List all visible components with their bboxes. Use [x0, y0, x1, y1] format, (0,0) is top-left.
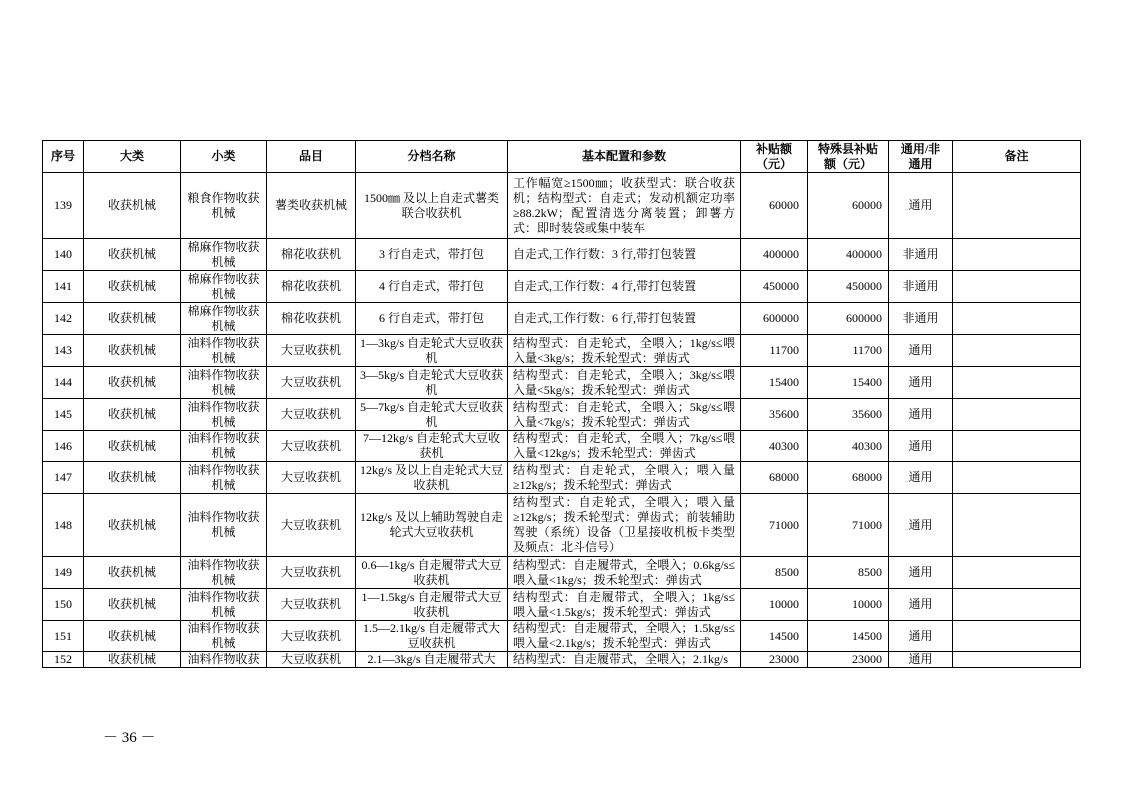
config-cell: 工作幅宽≥1500㎜；收获型式：联合收获机；结构型式：自走式；发动机额定功率≥88.2kW；配置清选分离装置；卸薯方式：即时装袋或集中装车: [508, 173, 741, 239]
header-subsidy-line2: （元）: [755, 156, 792, 171]
remarks-cell: [953, 652, 1081, 668]
tier-name-cell: 3 行自走式，带打包: [356, 239, 508, 271]
subcategory-cell: 油料作物收获机械: [181, 589, 267, 621]
category-cell: 收获机械: [84, 173, 181, 239]
remarks-cell: [953, 589, 1081, 621]
item-cell: 棉花收获机: [267, 303, 356, 335]
special-subsidy-cell: 450000: [808, 271, 889, 303]
item-cell: 大豆收获机: [267, 621, 356, 652]
remarks-cell: [953, 557, 1081, 589]
seq-cell: 144: [43, 367, 84, 399]
general-cell: 通用: [889, 335, 953, 367]
config-cell: 结构型式：自走轮式，全喂入；3kg/s≤喂入量<5kg/s；拨禾轮型式：弹齿式: [508, 367, 741, 399]
header-seq: 序号: [43, 141, 84, 173]
config-cell: 结构型式：自走履带式，全喂入；0.6kg/s≤喂入量<1kg/s；拨禾轮型式：弹齿式: [508, 557, 741, 589]
subcategory-cell: 油料作物收获机械: [181, 367, 267, 399]
header-general-line2: 通用: [908, 156, 933, 171]
seq-cell: 149: [43, 557, 84, 589]
header-special-subsidy-line2: 额（元）: [823, 156, 872, 171]
subsidy-cell: 68000: [741, 462, 808, 494]
config-cell: 结构型式：自走轮式，全喂入；1kg/s≤喂入量<3kg/s；拨禾轮型式：弹齿式: [508, 335, 741, 367]
header-general-line1: 通用/非: [900, 141, 941, 156]
config-cell: 结构型式：自走履带式，全喂入；1kg/s≤喂入量<1.5kg/s；拨禾轮型式：弹齿式: [508, 589, 741, 621]
item-cell: 大豆收获机: [267, 557, 356, 589]
category-cell: 收获机械: [84, 652, 181, 668]
seq-cell: 148: [43, 494, 84, 557]
subsidy-cell: 10000: [741, 589, 808, 621]
category-cell: 收获机械: [84, 367, 181, 399]
config-cell: 结构型式：自走履带式，全喂入；1.5kg/s≤喂入量<2.1kg/s；拨禾轮型式：弹齿式: [508, 621, 741, 652]
category-cell: 收获机械: [84, 335, 181, 367]
category-cell: 收获机械: [84, 557, 181, 589]
subcategory-cell: 油料作物收获机械: [181, 462, 267, 494]
config-cell: 结构型式：自走轮式，全喂入；喂入量≥12kg/s；拨禾轮型式：弹齿式: [508, 462, 741, 494]
subcategory-cell: 油料作物收获机械: [181, 431, 267, 462]
special-subsidy-cell: 600000: [808, 303, 889, 335]
special-subsidy-cell: 60000: [808, 173, 889, 239]
subcategory-cell: 棉麻作物收获机械: [181, 239, 267, 271]
category-cell: 收获机械: [84, 271, 181, 303]
subsidy-cell: 8500: [741, 557, 808, 589]
subsidy-cell: 23000: [741, 652, 808, 668]
header-general: [889, 141, 953, 173]
config-cell: 结构型式：自走轮式，全喂入；7kg/s≤喂入量<12kg/s；拨禾轮型式：弹齿式: [508, 431, 741, 462]
remarks-cell: [953, 239, 1081, 271]
subsidy-cell: 40300: [741, 431, 808, 462]
header-config: 基本配置和参数: [508, 141, 741, 173]
special-subsidy-cell: 68000: [808, 462, 889, 494]
tier-name-cell: 1500㎜ 及以上自走式薯类联合收获机: [356, 173, 508, 239]
subcategory-cell: 油料作物收获机械: [181, 335, 267, 367]
config-cell: 结构型式：自走轮式，全喂入；5kg/s≤喂入量<7kg/s；拨禾轮型式：弹齿式: [508, 399, 741, 431]
seq-cell: 140: [43, 239, 84, 271]
tier-name-cell: 12kg/s 及以上辅助驾驶自走轮式大豆收获机: [356, 494, 508, 557]
general-cell: 通用: [889, 462, 953, 494]
special-subsidy-cell: 40300: [808, 431, 889, 462]
special-subsidy-cell: 23000: [808, 652, 889, 668]
item-cell: 大豆收获机: [267, 399, 356, 431]
tier-name-cell: 5—7kg/s 自走轮式大豆收获机: [356, 399, 508, 431]
seq-cell: 143: [43, 335, 84, 367]
header-subsidy: [741, 141, 808, 173]
item-cell: 棉花收获机: [267, 271, 356, 303]
seq-cell: 145: [43, 399, 84, 431]
item-cell: 大豆收获机: [267, 462, 356, 494]
category-cell: 收获机械: [84, 431, 181, 462]
general-cell: 非通用: [889, 303, 953, 335]
remarks-cell: [953, 399, 1081, 431]
remarks-cell: [953, 303, 1081, 335]
general-cell: 非通用: [889, 239, 953, 271]
tier-name-cell: 1—1.5kg/s 自走履带式大豆收获机: [356, 589, 508, 621]
item-cell: 大豆收获机: [267, 494, 356, 557]
seq-cell: 147: [43, 462, 84, 494]
subcategory-cell: 油料作物收获机械: [181, 557, 267, 589]
seq-cell: 150: [43, 589, 84, 621]
header-tier-name: 分档名称: [356, 141, 508, 173]
subsidy-cell: 15400: [741, 367, 808, 399]
category-cell: 收获机械: [84, 462, 181, 494]
subsidy-cell: 400000: [741, 239, 808, 271]
config-cell: 自走式,工作行数：4 行,带打包装置: [508, 271, 741, 303]
subsidy-cell: 14500: [741, 621, 808, 652]
category-cell: 收获机械: [84, 239, 181, 271]
seq-cell: 139: [43, 173, 84, 239]
general-cell: 通用: [889, 652, 953, 668]
tier-name-cell: 1—3kg/s 自走轮式大豆收获机: [356, 335, 508, 367]
subsidy-cell: 450000: [741, 271, 808, 303]
item-cell: 大豆收获机: [267, 367, 356, 399]
subcategory-cell: 棉麻作物收获机械: [181, 271, 267, 303]
subsidy-cell: 71000: [741, 494, 808, 557]
general-cell: 通用: [889, 173, 953, 239]
subsidy-cell: 60000: [741, 173, 808, 239]
seq-cell: 152: [43, 652, 84, 668]
seq-cell: 146: [43, 431, 84, 462]
general-cell: 通用: [889, 399, 953, 431]
special-subsidy-cell: 8500: [808, 557, 889, 589]
subcategory-cell: 油料作物收获: [181, 652, 267, 668]
config-cell: 结构型式：自走履带式，全喂入；2.1kg/s: [508, 652, 741, 668]
general-cell: 通用: [889, 494, 953, 557]
general-cell: 非通用: [889, 271, 953, 303]
remarks-cell: [953, 335, 1081, 367]
category-cell: 收获机械: [84, 303, 181, 335]
special-subsidy-cell: 35600: [808, 399, 889, 431]
tier-name-cell: 0.6—1kg/s 自走履带式大豆收获机: [356, 557, 508, 589]
tier-name-cell: 12kg/s 及以上自走轮式大豆收获机: [356, 462, 508, 494]
special-subsidy-cell: 10000: [808, 589, 889, 621]
special-subsidy-cell: 15400: [808, 367, 889, 399]
tier-name-cell: 6 行自走式，带打包: [356, 303, 508, 335]
special-subsidy-cell: 14500: [808, 621, 889, 652]
tier-name-cell: 4 行自走式，带打包: [356, 271, 508, 303]
item-cell: 大豆收获机: [267, 431, 356, 462]
subsidy-cell: 35600: [741, 399, 808, 431]
remarks-cell: [953, 271, 1081, 303]
special-subsidy-cell: 11700: [808, 335, 889, 367]
header-category: 大类: [84, 141, 181, 173]
remarks-cell: [953, 494, 1081, 557]
subsidy-cell: 11700: [741, 335, 808, 367]
item-cell: 薯类收获机械: [267, 173, 356, 239]
item-cell: 棉花收获机: [267, 239, 356, 271]
config-cell: 自走式,工作行数：6 行,带打包装置: [508, 303, 741, 335]
subcategory-cell: 粮食作物收获机械: [181, 173, 267, 239]
seq-cell: 142: [43, 303, 84, 335]
header-special-subsidy-line1: 特殊县补贴: [817, 141, 878, 156]
category-cell: 收获机械: [84, 399, 181, 431]
subsidy-table: [42, 140, 1081, 668]
tier-name-cell: 1.5—2.1kg/s 自走履带式大豆收获机: [356, 621, 508, 652]
remarks-cell: [953, 462, 1081, 494]
subcategory-cell: 油料作物收获机械: [181, 494, 267, 557]
subcategory-cell: 油料作物收获机械: [181, 621, 267, 652]
page-number: － 36 －: [103, 730, 156, 746]
special-subsidy-cell: 71000: [808, 494, 889, 557]
general-cell: 通用: [889, 589, 953, 621]
item-cell: 大豆收获机: [267, 335, 356, 367]
general-cell: 通用: [889, 431, 953, 462]
subcategory-cell: 油料作物收获机械: [181, 399, 267, 431]
category-cell: 收获机械: [84, 589, 181, 621]
tier-name-cell: 3—5kg/s 自走轮式大豆收获机: [356, 367, 508, 399]
tier-name-cell: 7—12kg/s 自走轮式大豆收获机: [356, 431, 508, 462]
seq-cell: 151: [43, 621, 84, 652]
general-cell: 通用: [889, 621, 953, 652]
header-special-subsidy: [808, 141, 889, 173]
category-cell: 收获机械: [84, 621, 181, 652]
special-subsidy-cell: 400000: [808, 239, 889, 271]
general-cell: 通用: [889, 367, 953, 399]
header-remarks: 备注: [953, 141, 1081, 173]
seq-cell: 141: [43, 271, 84, 303]
subcategory-cell: 棉麻作物收获机械: [181, 303, 267, 335]
remarks-cell: [953, 431, 1081, 462]
header-item: 品目: [267, 141, 356, 173]
general-cell: 通用: [889, 557, 953, 589]
config-cell: 自走式,工作行数：3 行,带打包装置: [508, 239, 741, 271]
header-subsidy-line1: 补贴额: [755, 141, 792, 156]
remarks-cell: [953, 173, 1081, 239]
subsidy-cell: 600000: [741, 303, 808, 335]
remarks-cell: [953, 367, 1081, 399]
category-cell: 收获机械: [84, 494, 181, 557]
remarks-cell: [953, 621, 1081, 652]
tier-name-cell: 2.1—3kg/s 自走履带式大: [356, 652, 508, 668]
config-cell: 结构型式：自走轮式，全喂入；喂入量≥12kg/s；拨禾轮型式：弹齿式；前装辅助驾驶（系统）设备（卫星接收机板卡类型及频点：北斗信号）: [508, 494, 741, 557]
item-cell: 大豆收获机: [267, 652, 356, 668]
header-subcategory: 小类: [181, 141, 267, 173]
item-cell: 大豆收获机: [267, 589, 356, 621]
